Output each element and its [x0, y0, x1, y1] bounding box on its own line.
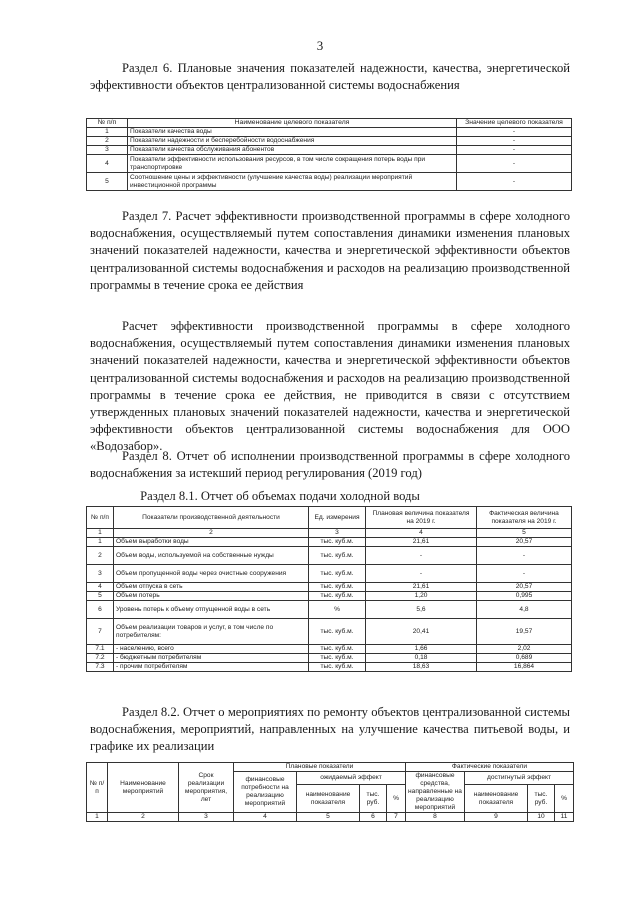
- table-header-cell: Наименование целевого показателя: [128, 119, 457, 128]
- table-header-cell: № п/п: [87, 119, 128, 128]
- table-cell: 5: [87, 173, 128, 191]
- table-cell: 1,66: [366, 645, 477, 654]
- table-cell: 4: [234, 813, 297, 822]
- table-row: [87, 173, 572, 191]
- table-row: [87, 654, 572, 663]
- table-cell: 21,61: [366, 538, 477, 547]
- table-cell: Показатели надежности и бесперебойности водоснабжения: [128, 137, 457, 146]
- table-cell: 3: [87, 146, 128, 155]
- table-cell: 2: [108, 813, 179, 822]
- table-col-number-row: [87, 813, 574, 822]
- table-row: [87, 601, 572, 619]
- table-cell: Уровень потерь к объему отпущенной воды в сеть: [114, 601, 309, 619]
- table-row: [87, 619, 572, 645]
- table-cell: 5: [477, 529, 572, 538]
- table-cell: Объем выработки воды: [114, 538, 309, 547]
- table-cell: Показатели качества воды: [128, 128, 457, 137]
- table-cell: 4: [366, 529, 477, 538]
- table-cell: Соотношение цены и эффективности (улучшение качества воды) реализации мероприятий инвестиционной программы: [128, 173, 457, 191]
- table-cell: -: [366, 547, 477, 565]
- table-header-cell: %: [555, 785, 574, 813]
- table-header-row: [87, 507, 572, 529]
- table-cell: Показатели эффективности использования ресурсов, в том числе сокращения потерь воды при транспортировке: [128, 155, 457, 173]
- page-number: 3: [316, 38, 324, 53]
- table-row: [87, 146, 572, 155]
- table-header-row: [87, 763, 574, 772]
- table-header-cell: № п/п: [87, 763, 108, 813]
- table-cell: 20,57: [477, 538, 572, 547]
- table-cell: 4,8: [477, 601, 572, 619]
- table-cell: тыс. куб.м.: [309, 663, 366, 672]
- table-cell: Объем потерь: [114, 592, 309, 601]
- table-cell: 2: [114, 529, 309, 538]
- table-cell: 1,20: [366, 592, 477, 601]
- table-cell: 3: [87, 565, 114, 583]
- table-cell: 10: [528, 813, 555, 822]
- table-cell: -: [457, 173, 572, 191]
- table-header-cell: ожидаемый эффект: [297, 772, 406, 785]
- table-header-cell: Фактическая величина показателя на 2019 г.: [477, 507, 572, 529]
- table-cell: Объем пропущенной воды через очистные сооружения: [114, 565, 309, 583]
- table-row: [87, 565, 572, 583]
- table-header-cell: Показатели производственной деятельности: [114, 507, 309, 529]
- table-cell: 3: [309, 529, 366, 538]
- table-row: [87, 128, 572, 137]
- table-cell: 1: [87, 813, 108, 822]
- table-cell: 5,6: [366, 601, 477, 619]
- table-cell: 2,02: [477, 645, 572, 654]
- table-header-cell: Значение целевого показателя: [457, 119, 572, 128]
- table-cell: - прочим потребителям: [114, 663, 309, 672]
- section7-title: Раздел 7. Расчет эффективности производственной программы в сфере холодного водоснабжения, осуществляемый путем сопоставления динамики изменения плановых значений показателей надежности, качества и энергетической эффективности объектов централизованной системы водоснабжения и расходов на реализацию производственной программы в течение срока ее действия: [90, 209, 570, 292]
- table-cell: Показатели качества обслуживания абонентов: [128, 146, 457, 155]
- table-cell: тыс. куб.м.: [309, 538, 366, 547]
- table-cell: 4: [87, 583, 114, 592]
- table-row: [87, 137, 572, 146]
- table-cell: - населению, всего: [114, 645, 309, 654]
- table-cell: -: [457, 128, 572, 137]
- table-cell: - бюджетным потребителям: [114, 654, 309, 663]
- table-cell: 7.2: [87, 654, 114, 663]
- table-cell: 4: [87, 155, 128, 173]
- table-cell: -: [477, 547, 572, 565]
- table-cell: 20,57: [477, 583, 572, 592]
- table-header-cell: финансовые средства, направленные на реализацию мероприятий: [406, 772, 465, 813]
- table-cell: тыс. куб.м.: [309, 583, 366, 592]
- section8-1-table: [86, 506, 572, 672]
- table-cell: 0,689: [477, 654, 572, 663]
- table-header-cell: Ед. измерения: [309, 507, 366, 529]
- table-cell: Объем воды, используемой на собственные нужды: [114, 547, 309, 565]
- table-header-cell: наименование показателя: [465, 785, 528, 813]
- table-header-row: [87, 119, 572, 128]
- table-cell: 1: [87, 529, 114, 538]
- table-row: [87, 538, 572, 547]
- table-cell: тыс. куб.м.: [309, 654, 366, 663]
- table-cell: тыс. куб.м.: [309, 645, 366, 654]
- table-cell: 18,63: [366, 663, 477, 672]
- table-row: [87, 547, 572, 565]
- table-cell: 21,61: [366, 583, 477, 592]
- table-cell: тыс. куб.м.: [309, 565, 366, 583]
- table-cell: 1: [87, 538, 114, 547]
- table-cell: 1: [87, 128, 128, 137]
- table-header-cell: %: [387, 785, 406, 813]
- table-col-number-row: [87, 529, 572, 538]
- table-cell: тыс. куб.м.: [309, 592, 366, 601]
- table-row: [87, 583, 572, 592]
- table-cell: тыс. куб.м.: [309, 547, 366, 565]
- section8-2-title: Раздел 8.2. Отчет о мероприятиях по ремонту объектов централизованной системы водоснабжения, мероприятий, направленных на улучшение качества питьевой воды, и графике их реализации: [90, 705, 570, 754]
- table-cell: 5: [297, 813, 360, 822]
- table-cell: 3: [179, 813, 234, 822]
- table-cell: 0,995: [477, 592, 572, 601]
- table-cell: 2: [87, 137, 128, 146]
- table-cell: 7: [387, 813, 406, 822]
- table-header-cell: тыс. руб.: [360, 785, 387, 813]
- table-row: [87, 155, 572, 173]
- section8-1-title: Раздел 8.1. Отчет об объемах подачи холодной воды: [140, 489, 420, 503]
- table-cell: -: [477, 565, 572, 583]
- table-header-cell: тыс. руб.: [528, 785, 555, 813]
- table-header-cell: Плановые показатели: [234, 763, 406, 772]
- table-header-cell: Срок реализации мероприятия, лет: [179, 763, 234, 813]
- table-cell: 7.3: [87, 663, 114, 672]
- section6-title: Раздел 6. Плановые значения показателей надежности, качества, энергетической эффективности объектов централизованной системы водоснабжения: [90, 61, 570, 93]
- table-cell: 20,41: [366, 619, 477, 645]
- table-header-cell: Фактические показатели: [406, 763, 574, 772]
- table-header-cell: № п/п: [87, 507, 114, 529]
- table-cell: Объем реализации товаров и услуг, в том числе по потребителям:: [114, 619, 309, 645]
- table-cell: 11: [555, 813, 574, 822]
- table-cell: 5: [87, 592, 114, 601]
- table-row: [87, 592, 572, 601]
- table-cell: 8: [406, 813, 465, 822]
- table-row: [87, 663, 572, 672]
- table-cell: 6: [360, 813, 387, 822]
- section7-body: Расчет эффективности производственной программы в сфере холодного водоснабжения, осуществляемый путем сопоставления динамики изменения плановых значений показателей надежности, качества и энергетической эффективности объектов централизованной системы водоснабжения и расходов на реализацию производственной программы в течение срока ее действия, не приводится в связи с отсутствием утвержденных плановых значений показателей надежности, качества и энергетической эффективности объектов централизованной системы водоснабжения для ООО «Водозабор».: [90, 319, 570, 454]
- section8-title: Раздел 8. Отчет об исполнении производственной программы в сфере холодного водоснабжения за истекший период регулирования (2019 год): [90, 449, 570, 481]
- table-cell: %: [309, 601, 366, 619]
- table-cell: Объем отпуска в сеть: [114, 583, 309, 592]
- table-cell: 0,18: [366, 654, 477, 663]
- table-cell: 2: [87, 547, 114, 565]
- table-row: [87, 645, 572, 654]
- table-header-cell: финансовые потребности на реализацию мероприятий: [234, 772, 297, 813]
- table-cell: -: [457, 146, 572, 155]
- table-header-cell: Наименование мероприятий: [108, 763, 179, 813]
- table-cell: 16,864: [477, 663, 572, 672]
- table-header-cell: Плановая величина показателя на 2019 г.: [366, 507, 477, 529]
- table-cell: 9: [465, 813, 528, 822]
- section8-2-table: [86, 762, 574, 822]
- table-header-cell: достигнутый эффект: [465, 772, 574, 785]
- table-cell: 19,57: [477, 619, 572, 645]
- table-cell: -: [366, 565, 477, 583]
- table-cell: тыс. куб.м.: [309, 619, 366, 645]
- table-cell: 6: [87, 601, 114, 619]
- section6-table: [86, 118, 572, 191]
- table-cell: 7: [87, 619, 114, 645]
- table-cell: -: [457, 155, 572, 173]
- table-cell: 7.1: [87, 645, 114, 654]
- table-header-cell: наименование показателя: [297, 785, 360, 813]
- table-cell: -: [457, 137, 572, 146]
